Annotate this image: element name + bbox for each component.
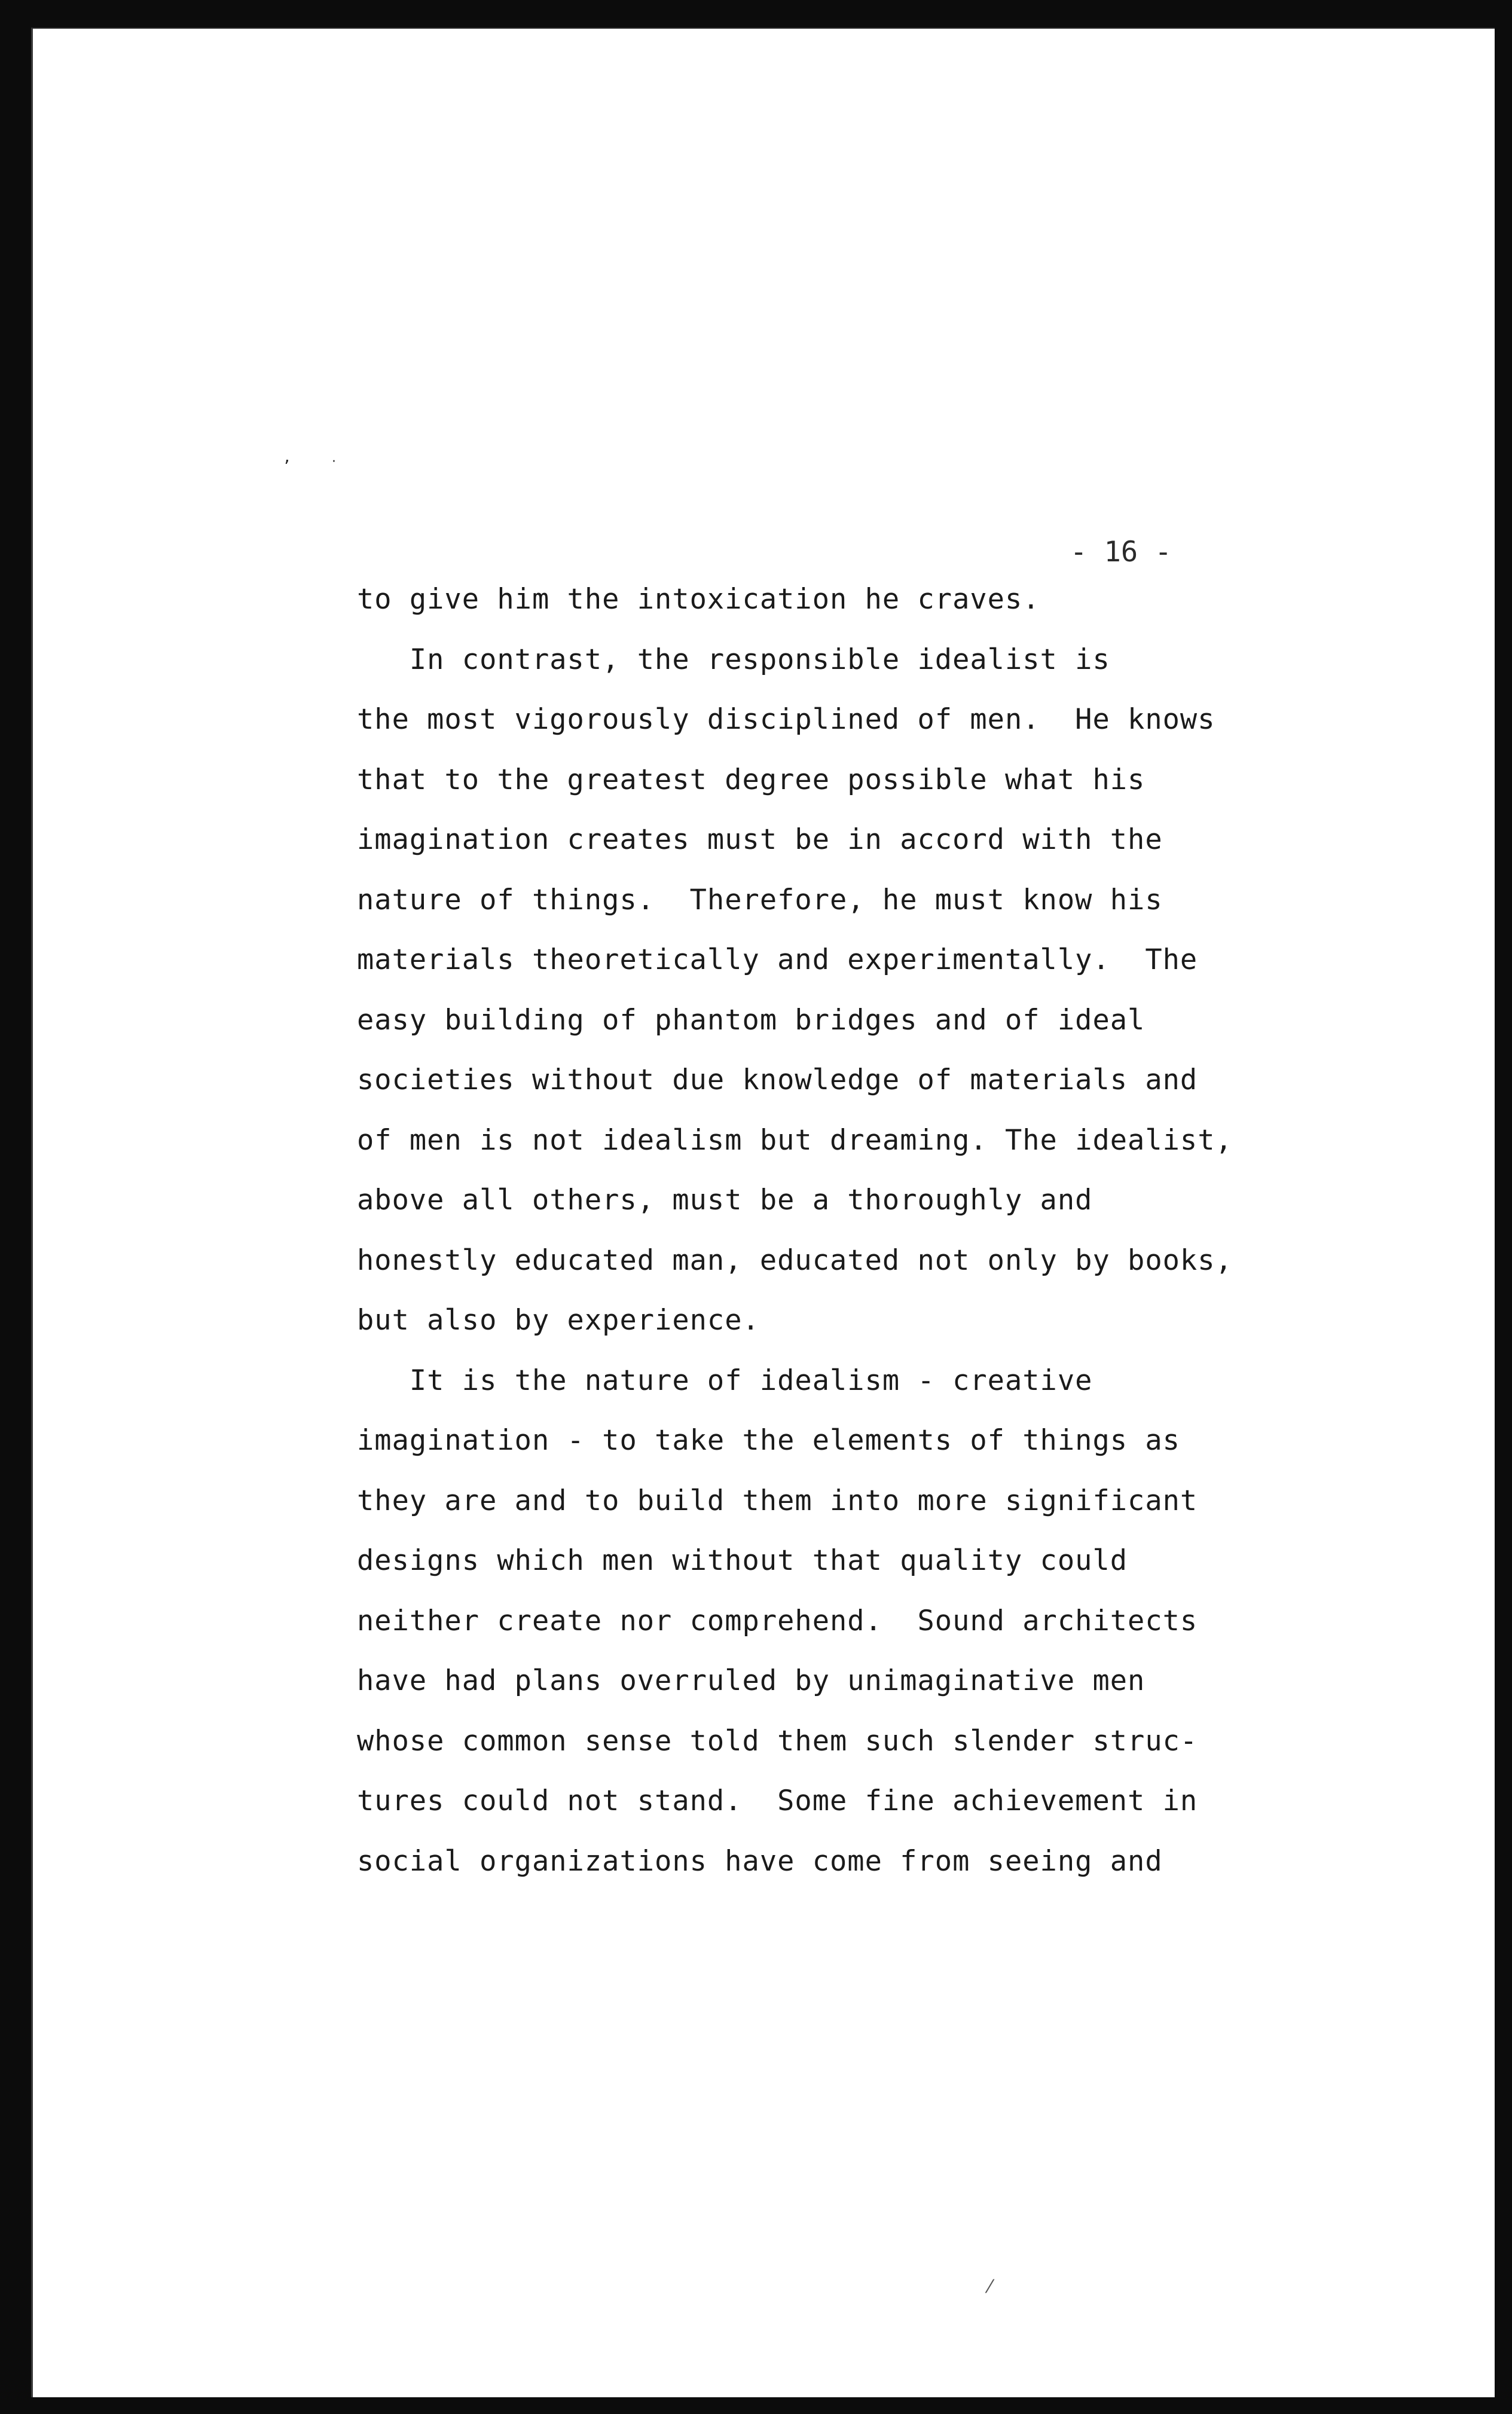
stray-mark-dot: · <box>332 454 336 469</box>
text-line: designs which men without that quality could <box>357 1544 1128 1577</box>
text-line: honestly educated man, educated not only by books, <box>357 1244 1233 1277</box>
text-line: nature of things. Therefore, he must know his <box>357 884 1163 916</box>
text-line: imagination - to take the elements of things as <box>357 1424 1180 1457</box>
text-line: tures could not stand. Some fine achievement in <box>357 1784 1198 1817</box>
text-line: the most vigorously disciplined of men. He knows <box>357 703 1215 736</box>
stray-mark-bottom: ⁄ <box>988 2277 992 2297</box>
text-line: whose common sense told them such slender struc- <box>357 1725 1198 1758</box>
text-line: imagination creates must be in accord with the <box>357 823 1163 856</box>
text-line: materials theoretically and experimentally. The <box>357 943 1198 976</box>
text-line: but also by experience. <box>357 1304 760 1337</box>
text-line: It is the nature of idealism - creative <box>357 1364 1093 1397</box>
text-line: societies without due knowledge of materials and <box>357 1064 1198 1096</box>
text-line: social organizations have come from seeing and <box>357 1845 1163 1878</box>
page-number: - 16 - <box>1070 536 1172 569</box>
text-line: of men is not idealism but dreaming. The idealist, <box>357 1124 1233 1157</box>
text-line: that to the greatest degree possible what his <box>357 763 1146 796</box>
typewritten-page <box>31 27 1495 2397</box>
text-line: neither create nor comprehend. Sound architects <box>357 1605 1198 1637</box>
stray-mark-left: ʼ <box>284 457 290 478</box>
text-line: to give him the intoxication he craves. <box>357 583 1040 616</box>
text-line: they are and to build them into more significant <box>357 1484 1198 1517</box>
text-line: In contrast, the responsible idealist is <box>357 643 1110 676</box>
text-line: have had plans overruled by unimaginative men <box>357 1664 1146 1697</box>
text-line: above all others, must be a thoroughly and <box>357 1184 1093 1217</box>
text-line: easy building of phantom bridges and of ideal <box>357 1004 1146 1037</box>
